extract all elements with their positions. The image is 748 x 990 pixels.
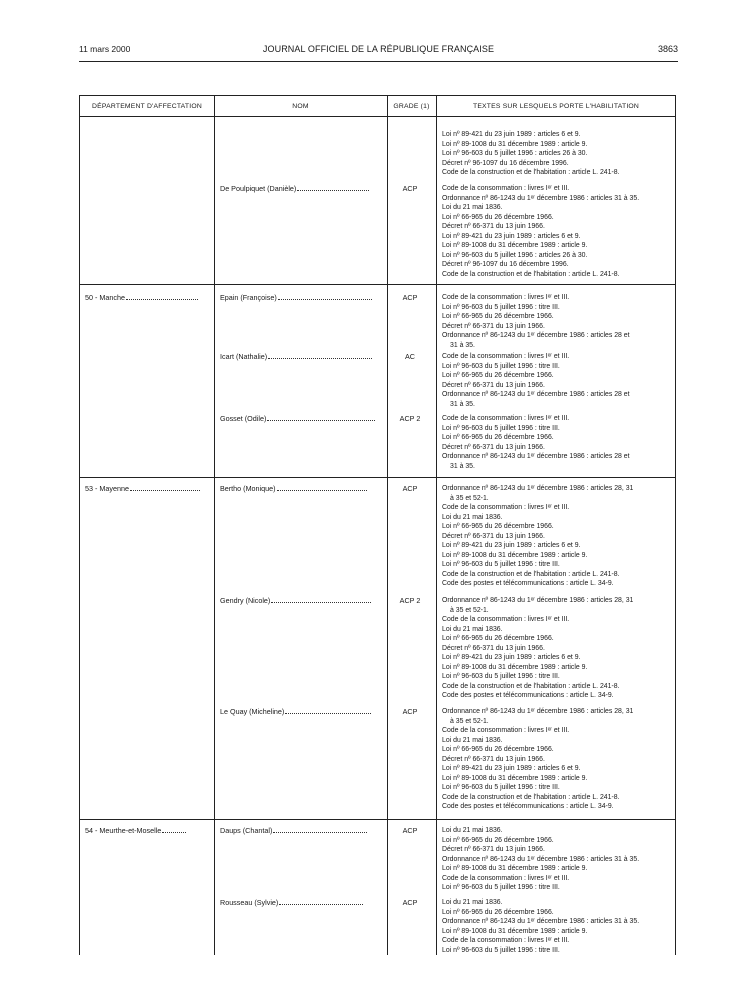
- text-line: Décret nº 96-1097 du 16 décembre 1996.: [442, 159, 569, 167]
- text-line: Loi nº 96-603 du 5 juillet 1996 : titre III.: [442, 424, 560, 432]
- text-line: Décret nº 66-371 du 13 juin 1966.: [442, 223, 545, 230]
- text-line: Code de la construction et de l'habitation : article L. 241-8.: [442, 793, 620, 801]
- text-line: Loi nº 89-1008 du 31 décembre 1989 : article 9.: [442, 774, 588, 782]
- text-line: Loi nº 66-965 du 26 décembre 1966.: [442, 313, 554, 320]
- text-line: 31 à 35.: [450, 341, 475, 349]
- text-line: à 35 et 52-1.: [450, 494, 489, 502]
- journal-title: JOURNAL OFFICIEL DE LA RÉPUBLIQUE FRANÇAISE: [262, 44, 495, 54]
- text-line: Loi nº 96-603 du 5 juillet 1996 : articles 26 à 30.: [442, 150, 588, 157]
- agent-grade: AC: [405, 352, 415, 361]
- text-line: Décret nº 66-371 du 13 juin 1966.: [442, 644, 545, 652]
- agent-name: Icart (Nathalie): [220, 352, 380, 361]
- text-line: Loi nº 89-421 du 23 juin 1989 : articles 6 et 9.: [442, 232, 581, 240]
- agent-name: Epain (Françoise): [220, 293, 380, 302]
- text-line: Code de la consommation : livres Iᵉʳ et III.: [442, 504, 570, 511]
- text-line: Ordonnance nº 86-1243 du 1ᵉʳ décembre 1986 : articles 28 et: [442, 332, 630, 339]
- text-line: Loi nº 66-965 du 26 décembre 1966.: [442, 372, 554, 379]
- page-number: 3863: [657, 44, 678, 54]
- column-header-department: DÉPARTEMENT D'AFFECTATION: [92, 102, 202, 110]
- text-line: Ordonnance nº 86-1243 du 1ᵉʳ décembre 1986 : articles 28, 31: [442, 485, 634, 492]
- text-line: Ordonnance nº 86-1243 du 1ᵉʳ décembre 1986 : articles 31 à 35.: [442, 855, 640, 863]
- agent-name: Gendry (Nicole): [220, 596, 380, 605]
- text-line: Loi nº 89-1008 du 31 décembre 1989 : article 9.: [442, 242, 588, 249]
- column-divider: [214, 96, 215, 955]
- text-line: Code des postes et télécommunications : article L. 34-9.: [442, 803, 614, 810]
- agent-grade: ACP: [402, 707, 418, 716]
- text-line: Code de la construction et de l'habitation : article L. 241-8.: [442, 682, 620, 690]
- text-line: Code de la consommation : livres Iᵉʳ et III.: [442, 937, 570, 944]
- text-line: Code de la consommation : livres Iᵉʳ et III.: [442, 353, 570, 360]
- section-rule: [80, 284, 675, 285]
- text-line: Loi nº 66-965 du 26 décembre 1966.: [442, 523, 554, 530]
- text-line: Code des postes et télécommunications : article L. 34-9.: [442, 692, 614, 699]
- section-rule: [80, 477, 675, 478]
- text-line: Code de la consommation : livres Iᵉʳ et III.: [442, 185, 570, 192]
- department-label: 50 - Manche: [85, 293, 210, 302]
- agent-name: Le Quay (Micheline): [220, 707, 380, 716]
- agent-grade: ACP 2: [399, 414, 421, 423]
- text-line: à 35 et 52-1.: [450, 717, 489, 725]
- text-line: Loi nº 66-965 du 26 décembre 1966.: [442, 635, 554, 642]
- texts-cell: [442, 596, 674, 701]
- text-line: Loi nº 66-965 du 26 décembre 1966.: [442, 908, 554, 916]
- text-line: Loi nº 96-603 du 5 juillet 1996 : titre III.: [442, 884, 560, 891]
- column-divider: [436, 96, 437, 955]
- text-line: Code de la consommation : livres Iᵉʳ et III.: [442, 294, 570, 301]
- header-rule: [79, 61, 678, 62]
- text-line: Loi nº 66-965 du 26 décembre 1966.: [442, 213, 554, 221]
- text-line: Décret nº 66-371 du 13 juin 1966.: [442, 322, 545, 330]
- text-line: Loi nº 96-603 du 5 juillet 1996 : titre III.: [442, 561, 560, 568]
- text-line: Code de la consommation : livres Iᵉʳ et III.: [442, 616, 570, 623]
- text-line: Loi nº 89-421 du 23 juin 1989 : articles 6 et 9.: [442, 131, 581, 138]
- agent-grade: ACP 2: [399, 596, 421, 605]
- text-line: 31 à 35.: [450, 400, 475, 408]
- text-line: Décret nº 66-371 du 13 juin 1966.: [442, 532, 545, 540]
- agent-grade: ACP: [402, 484, 418, 493]
- text-line: Loi nº 89-1008 du 31 décembre 1989 : article 9.: [442, 927, 588, 935]
- text-line: Code de la consommation : livres Iᵉʳ et III.: [442, 415, 570, 422]
- page-header: [79, 44, 678, 58]
- text-line: Loi nº 66-965 du 26 décembre 1966.: [442, 434, 554, 441]
- text-line: Code des postes et télécommunications : article L. 34-9.: [442, 580, 614, 587]
- texts-cell: [442, 293, 674, 350]
- text-line: Ordonnance nº 86-1243 du 1ᵉʳ décembre 1986 : articles 28 et: [442, 391, 630, 398]
- text-line: Code de la consommation : livres Iᵉʳ et III.: [442, 874, 570, 882]
- text-line: 31 à 35.: [450, 462, 475, 470]
- text-line: Loi nº 89-1008 du 31 décembre 1989 : article 9.: [442, 865, 588, 872]
- texts-cell: [442, 484, 674, 589]
- text-line: Loi nº 89-1008 du 31 décembre 1989 : article 9.: [442, 663, 588, 671]
- text-line: Loi du 21 mai 1836.: [442, 827, 503, 834]
- column-header-texts: TEXTES SUR LESQUELS PORTE L'HABILITATION: [472, 102, 640, 110]
- agent-name: Gosset (Odile): [220, 414, 380, 423]
- text-line: Loi du 21 mai 1836.: [442, 736, 503, 744]
- text-line: Loi nº 89-421 du 23 juin 1989 : articles 6 et 9.: [442, 542, 581, 549]
- text-line: Décret nº 96-1097 du 16 décembre 1996.: [442, 261, 569, 268]
- department-label: 53 - Mayenne: [85, 484, 210, 493]
- text-line: Loi nº 96-603 du 5 juillet 1996 : titre III.: [442, 362, 560, 370]
- text-line: Loi nº 96-603 du 5 juillet 1996 : articles 26 à 30.: [442, 251, 588, 259]
- agent-name: Bertho (Monique): [220, 484, 380, 493]
- text-line: Ordonnance nº 86-1243 du 1ᵉʳ décembre 1986 : articles 28 et: [442, 453, 630, 460]
- text-line: Loi nº 96-603 du 5 juillet 1996 : titre III.: [442, 303, 560, 311]
- text-line: Code de la consommation : livres Iᵉʳ et III.: [442, 727, 570, 734]
- text-line: Ordonnance nº 86-1243 du 1ᵉʳ décembre 1986 : articles 28, 31: [442, 708, 634, 715]
- text-line: Code de la construction et de l'habitation : article L. 241-8.: [442, 270, 620, 278]
- department-label: 54 - Meurthe-et-Moselle: [85, 826, 210, 835]
- text-line: Loi nº 96-603 du 5 juillet 1996 : titre III.: [442, 946, 560, 954]
- agent-name: Daups (Chantal): [220, 826, 380, 835]
- texts-cell: [442, 414, 674, 471]
- text-line: Décret nº 66-371 du 13 juin 1966.: [442, 846, 545, 853]
- texts-cell: [442, 130, 674, 178]
- texts-cell: [442, 352, 674, 409]
- column-header-grade: GRADE (1): [393, 102, 430, 110]
- text-line: Loi nº 89-421 du 23 juin 1989 : articles 6 et 9.: [442, 654, 581, 661]
- texts-cell: [442, 826, 674, 893]
- text-line: Loi nº 96-603 du 5 juillet 1996 : titre III.: [442, 673, 560, 680]
- agent-grade: ACP: [402, 293, 418, 302]
- text-line: Code de la construction et de l'habitation : article L. 241-8.: [442, 570, 620, 578]
- text-line: Décret nº 66-371 du 13 juin 1966.: [442, 443, 545, 451]
- agent-grade: ACP: [402, 826, 418, 835]
- text-line: Ordonnance nº 86-1243 du 1ᵉʳ décembre 1986 : articles 31 à 35.: [442, 918, 640, 925]
- agent-grade: ACP: [402, 898, 418, 907]
- text-line: Loi nº 89-1008 du 31 décembre 1989 : article 9.: [442, 140, 588, 148]
- text-line: Loi nº 66-965 du 26 décembre 1966.: [442, 746, 554, 753]
- agent-name: Rousseau (Sylvie): [220, 898, 380, 907]
- texts-cell: [442, 184, 674, 279]
- texts-cell: [442, 898, 674, 955]
- section-rule: [80, 819, 675, 820]
- text-line: Code de la construction et de l'habitation : article L. 241-8.: [442, 169, 620, 176]
- text-line: Loi du 21 mai 1836.: [442, 513, 503, 521]
- texts-cell: [442, 707, 674, 812]
- text-line: Ordonnance nº 86-1243 du 1ᵉʳ décembre 1986 : articles 31 à 35.: [442, 194, 640, 202]
- text-line: Décret nº 66-371 du 13 juin 1966.: [442, 755, 545, 763]
- header-date: 11 mars 2000: [79, 44, 131, 54]
- column-header-name: NOM: [292, 102, 309, 110]
- text-line: Ordonnance nº 86-1243 du 1ᵉʳ décembre 1986 : articles 28, 31: [442, 597, 634, 604]
- text-line: à 35 et 52-1.: [450, 606, 489, 614]
- text-line: Loi nº 96-603 du 5 juillet 1996 : titre III.: [442, 784, 560, 791]
- text-line: Loi du 21 mai 1836.: [442, 625, 503, 633]
- agent-name: De Poulpiquet (Danièle): [220, 184, 380, 193]
- text-line: Loi du 21 mai 1836.: [442, 204, 503, 211]
- text-line: Loi nº 89-421 du 23 juin 1989 : articles 6 et 9.: [442, 765, 581, 772]
- text-line: Loi nº 66-965 du 26 décembre 1966.: [442, 836, 554, 844]
- habilitation-table: [79, 95, 676, 955]
- agent-grade: ACP: [402, 184, 418, 193]
- text-line: Loi du 21 mai 1836.: [442, 899, 503, 906]
- text-line: Décret nº 66-371 du 13 juin 1966.: [442, 381, 545, 389]
- text-line: Loi nº 89-1008 du 31 décembre 1989 : article 9.: [442, 551, 588, 559]
- header-row-rule: [80, 116, 675, 117]
